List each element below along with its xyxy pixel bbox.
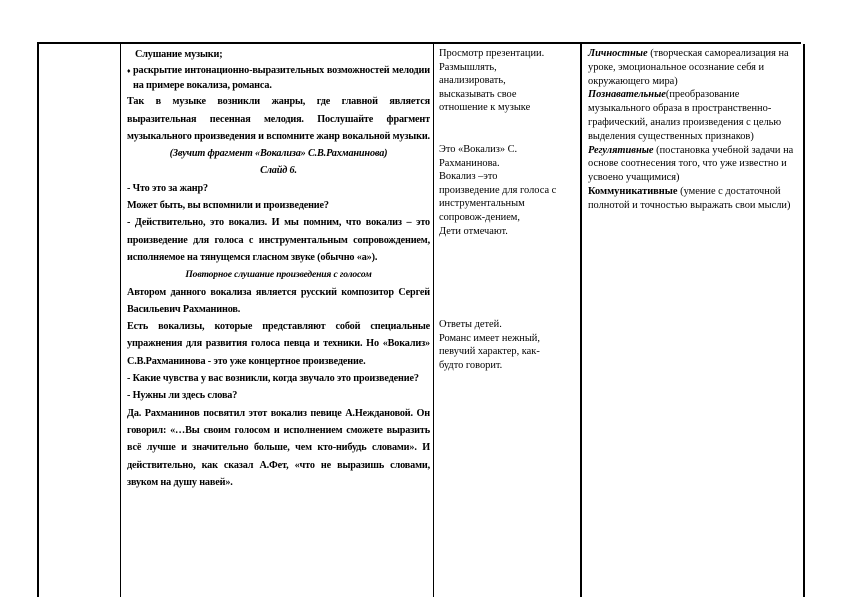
text-line: Вокализ –это — [439, 171, 498, 183]
section-heading: Слушание музыки; — [135, 49, 223, 60]
outcome-personal — [588, 47, 800, 88]
text-line: анализировать, — [439, 75, 506, 87]
text-line: Дети отмечают. — [439, 225, 508, 237]
text-line: высказывать свое — [439, 88, 517, 100]
paragraph: Да. Рахманинов посвятил этот вокализ певице А.Неждановой. Он говорил: «…Вы своим голосом и исполнением сможете выразить всё лучше и значительно больше, чем кто-нибудь словами». И действительно, как сказал А.Фет, «что не выразишь словами, звуком на душу навей». — [127, 407, 430, 488]
repeat-note: Повторное слушание произведения с голосом — [185, 269, 372, 281]
question: - Нужны ли здесь слова? — [127, 390, 238, 402]
outcome-text: (постановка учебной задачи на основе соотнесения того, что уже известно и усвоено учащимися) — [588, 144, 794, 184]
outcome-cognitive — [588, 88, 800, 143]
text-line: произведение для голоса с — [439, 184, 557, 196]
slide-label: Слайд 6. — [260, 165, 297, 177]
text-line: сопровож-дением, — [439, 211, 520, 223]
paragraph: Автором данного вокализа является русский композитор Сергей Васильевич Рахманинов. — [127, 286, 430, 315]
paragraph: Есть вокализы, которые представляют собой специальные упражнения для развития голоса певца и техники. Но «Вокализ» С.В.Рахманинова - это уже концертное произведение. — [127, 321, 430, 367]
student-block-1 — [439, 47, 578, 115]
text-line: отношение к музыке — [439, 102, 531, 114]
text-line: Рахманинова. — [439, 157, 500, 169]
column-stage — [37, 44, 122, 597]
sound-note: (Звучит фрагмент «Вокализа» С.В.Рахманинова) — [169, 148, 388, 160]
outcome-label: Регулятивные — [588, 144, 654, 156]
bullet-icon: ♦ — [127, 67, 131, 76]
question: - Что это за жанр? — [127, 182, 208, 194]
text-line: инструментальным — [439, 198, 525, 210]
outcome-label: Коммуникативные — [588, 185, 678, 197]
text-line: будто говорит. — [439, 359, 503, 371]
paragraph: - Действительно, это вокализ. И мы помним, что вокализ – это произведение для голоса с инструментальным сопровождением, исполняемое на тянущемся гласном звуке (обычно «а»). — [127, 217, 430, 263]
paragraph: Так в музыке возникли жанры, где главной является выразительная песенная мелодия. Послушайте фрагмент музыкального произведения и вспомните жанр вокальной музыки. — [127, 96, 430, 142]
question: Может быть, вы вспомнили и произведение? — [127, 200, 329, 212]
outcome-label: Личностные — [588, 48, 648, 59]
text-line: Романс имеет нежный, — [439, 332, 540, 344]
outcome-text: (преобразование музыкального образа в пространственно-графический, анализ произведения с целью выделения существенных признаков) — [588, 89, 782, 142]
column-student-activity — [433, 44, 581, 597]
column-teacher-activity — [120, 44, 434, 597]
text-line: Ответы детей. — [439, 319, 502, 331]
outcome-label: Познавательные — [588, 89, 666, 101]
student-block-2 — [439, 143, 578, 238]
goal-bullet — [127, 63, 430, 93]
outcome-communicative — [588, 185, 800, 213]
text-line: Это «Вокализ» С. — [439, 143, 518, 155]
question: - Какие чувства у вас возникли, когда звучало это произведение? — [127, 373, 419, 385]
lesson-table — [37, 42, 801, 597]
text-line: Просмотр презентации. — [439, 48, 545, 59]
text-line: Размышлять, — [439, 61, 497, 73]
column-learning-outcomes — [580, 44, 805, 597]
goal-text: раскрытие интонационно-выразительных возможностей мелодии на примере вокализа, романса. — [133, 65, 430, 92]
outcome-text: (умение с достаточной полнотой и точностью выражать свои мысли) — [588, 185, 791, 211]
outcome-text: (творческая самореализация на уроке, эмоциональное осознание себя и окружающего мира) — [588, 48, 789, 87]
text-line: певучий характер, как- — [439, 346, 540, 358]
outcome-regulatory — [588, 144, 800, 185]
student-block-3 — [439, 318, 578, 372]
